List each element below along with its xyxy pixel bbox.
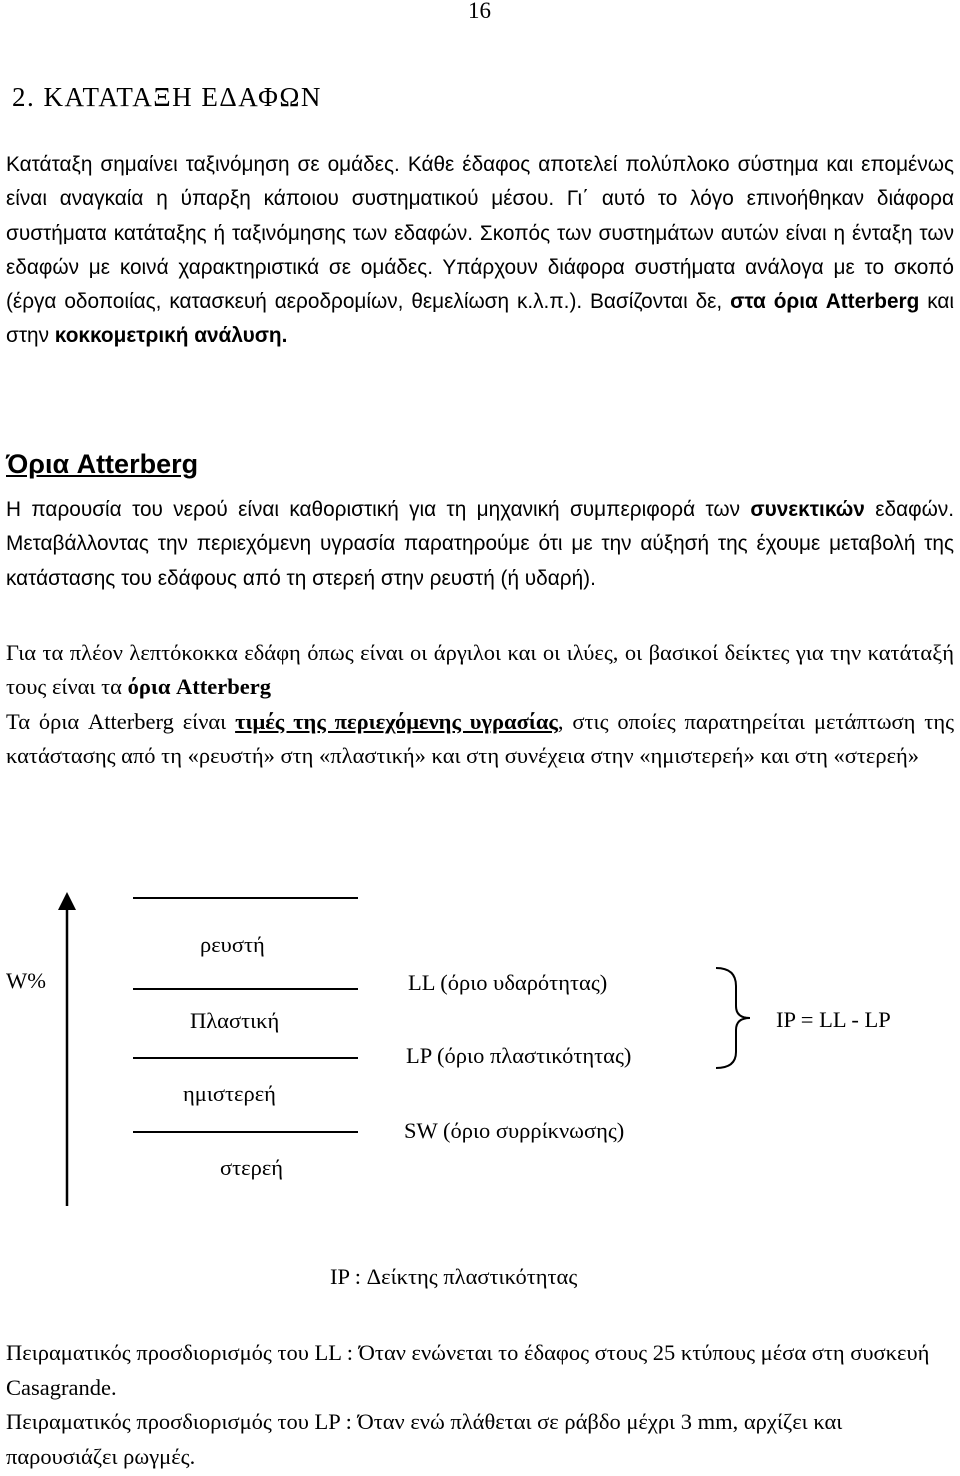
intro-text-1: Κατάταξη σημαίνει ταξινόμηση σε ομάδες. Κάθε έδαφος αποτελεί πολύπλοκο σύστημα και επομένως είναι αναγκαία η ύπαρξη κάποιου συστηματικού μέσου. Γι΄ αυτό το λόγο επινοήθηκαν διάφορα συστήματα κατάταξης ή ταξινόμησης των εδαφών. Σκοπός των συστημάτων αυτών είναι η ένταξη των εδαφών με κοινά χαρακτηριστικά σε ομάδες. Υπάρχουν διάφορα συστήματα ανάλογα με το σκοπό (έργα οδοποιίας, κατασκευή αεροδρομίων, θεμελίωση κ.λ.π.). Βασίζονται δε, [6,153,954,314]
page-number: 16 [468,0,491,23]
state-semisolid: ημιστερεή [183,1081,276,1106]
state-plastic: Πλαστική [190,1008,280,1033]
experiment-ll: Πειραματικός προσδιορισμός του LL : Όταν ενώνεται το έδαφος στους 25 κτύπους μέσα στη συσκευή Casagrande. [6,1340,930,1400]
atterberg-p3-text-2: , στις οποίες παρατηρείται μετάπτωση της κατάστασης από τη «ρευστή» στη «πλαστική» και στη συνέχεια στην «ημιστερεή» και στη «στερεή» [6,708,954,768]
chapter-heading: 2. ΚΑΤΑΤΑΞΗ ΕΔΑΦΩΝ [12,82,322,112]
brace-icon [710,966,754,1070]
atterberg-paragraph-2 [6,636,954,773]
ip-definition-text: IP : Δείκτης πλαστικότητας [330,1264,578,1289]
state-line-top [133,897,358,899]
state-line-ll [133,988,358,990]
plasticity-formula: IP = LL - LP [776,1007,891,1032]
limit-sw: SW (όριο συρρίκνωσης) [404,1118,625,1143]
state-line-lp [133,1057,358,1059]
intro-bold-grain-analysis: κοκκομετρική ανάλυση. [54,324,288,348]
atterberg-p2-text-1: Για τα πλέον λεπτόκοκκα εδάφη όπως είναι οι άργιλοι και οι ιλύες, οι βασικοί δείκτες για την κατάταξή τους είναι τα [6,640,954,700]
atterberg-p1-text-1: Η παρουσία του νερού είναι καθοριστική για τη μηχανική συμπεριφορά των [6,498,751,521]
limit-lp: LP (όριο πλαστικότητας) [406,1043,632,1068]
intro-text-2: και στην [6,290,954,348]
moisture-axis-arrow [56,890,78,1206]
atterberg-p3-text-1: Τα όρια Atterberg είναι [6,708,236,734]
atterberg-paragraph-1 [6,493,954,596]
arrow-head-icon [58,892,76,910]
state-line-sw [133,1131,358,1133]
intro-bold-atterberg: στα όρια Atterberg [730,290,920,314]
state-liquid: ρευστή [200,932,265,957]
atterberg-p1-bold: συνεκτικών [750,498,865,521]
experiments-block [6,1336,954,1474]
brace-path [716,968,750,1068]
axis-label: W% [6,968,46,993]
intro-paragraph [6,148,954,354]
ip-definition [330,1264,577,1290]
atterberg-p3-bold: τιμές της περιεχόμενης υγρασίας [235,708,558,734]
state-solid: στερεή [220,1155,284,1180]
atterberg-p2-bold: όρια Atterberg [127,674,271,700]
limit-ll: LL (όριο υδαρότητας) [408,970,608,995]
atterberg-section-title: Όρια Atterberg [6,449,199,479]
experiment-lp: Πειραματικός προσδιορισμός του LP : Όταν ενώ πλάθεται σε ράβδο μέχρι 3 mm, αρχίζει και παρουσιάζει ρωγμές. [6,1409,843,1469]
atterberg-p1-text-2: εδαφών. Μεταβάλλοντας την περιεχόμενη υγρασία παρατηρούμε ότι με την αύξησή της έχουμε μεταβολή της κατάστασης του εδάφους από τη στερεή στην ρευστή (ή υδαρή). [6,498,954,590]
